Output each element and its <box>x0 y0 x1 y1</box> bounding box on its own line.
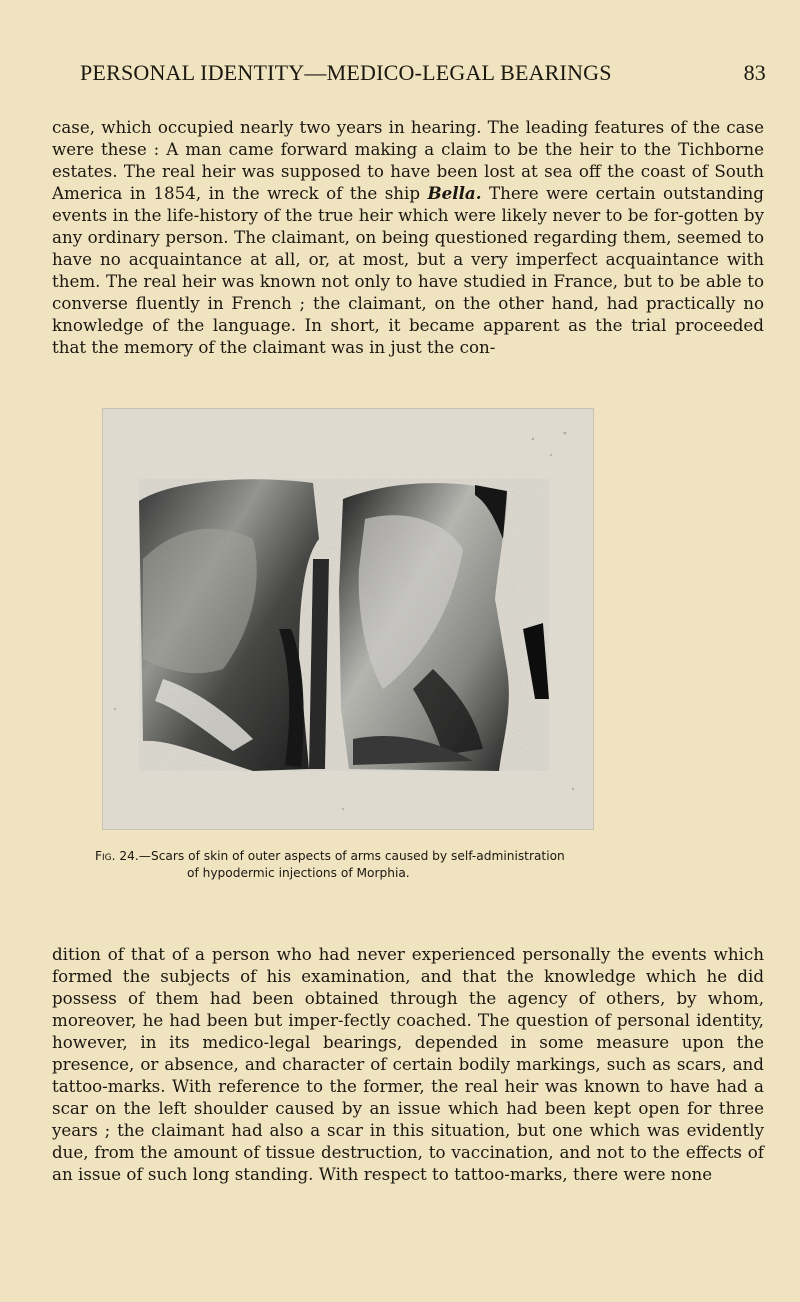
caption-line: of hypodermic injections of Morphia. <box>187 866 410 880</box>
page-number: 83 <box>743 60 766 85</box>
paragraph-text: case, which occupied nearly two years in hearing. The leading features of the case were these : A man came forward making a claim to be the heir to the Tichborne estates. The real heir was supposed to have been lost at sea off the coast of South America in 1854, in the wreck of the ship <box>52 116 764 203</box>
caption-line <box>95 848 705 865</box>
running-head-title: PERSONAL IDENTITY—MEDICO-LEGAL BEARINGS <box>80 60 612 85</box>
arm-scars-photo <box>103 409 593 829</box>
running-head <box>80 60 766 90</box>
figure-photograph <box>102 408 594 830</box>
paragraph-text: There were certain outstanding events in the life-history of the true heir which were likely never to be for-gotten by any ordinary person. The claimant, on being questioned regarding them, seemed to have no acquaintance at all, or, at most, but a very imperfect acquaintance with them. The real heir was known not only to have studied in France, but to be able to converse fluently in French ; the claimant, on the other hand, had practically no knowledge of the language. In short, it became apparent as the trial proceeded that the memory of the claimant was in just the con- <box>52 182 764 357</box>
paragraph-tichborne-case <box>52 116 764 358</box>
ship-name: Bella. <box>427 182 482 203</box>
figure-label: Fig. 24. <box>95 849 139 863</box>
caption-text: —Scars of skin of outer aspects of arms caused by self-administration <box>138 849 565 863</box>
paragraph-identity-markings: dition of that of a person who had never experienced personally the events which formed the subjects of his examination, and that the knowledge which he did possess of them had been obtained through the agency of others, by whom, moreover, he had been but imper-fectly coached. The question of personal identity, however, in its medico-legal bearings, depended in some measure upon the presence, or absence, and character of certain bodily markings, such as scars, and tattoo-marks. With reference to the former, the real heir was known to have had a scar on the left shoulder caused by an issue which had been kept open for three years ; the claimant had also a scar in this situation, but one which was evidently due, from the amount of tissue destruction, to vaccination, and not to the effects of an issue of such long standing. With respect to tattoo-marks, there were none <box>52 943 764 1184</box>
figure-caption <box>95 848 705 882</box>
